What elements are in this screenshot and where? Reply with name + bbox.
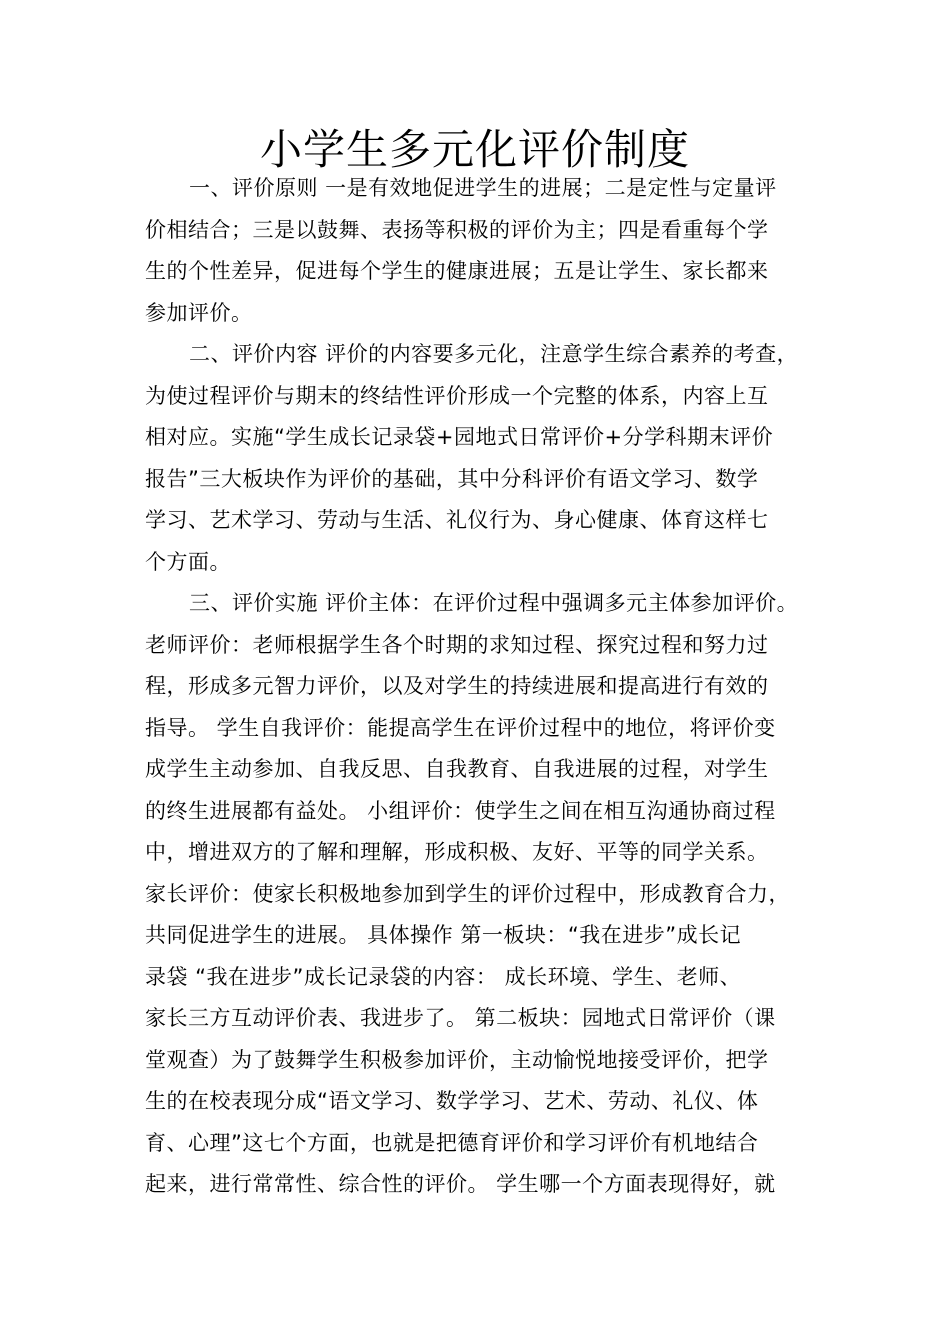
text-line: 学习、艺术学习、劳动与生活、礼仪行为、身心健康、体育这样七 — [145, 508, 769, 532]
text-line: 录袋 “我在进步”成长记录袋的内容： 成长环境、学生、老师、 — [145, 964, 742, 989]
text-line: 相对应。实施“学生成长记录袋+园地式日常评价+分学科期末评价 — [145, 425, 774, 449]
text-line: 育、心理”这七个方面，也就是把德育评价和学习评价有机地结合 — [145, 1130, 759, 1155]
text-line: 起来，进行常常性、综合性的评价。 学生哪一个方面表现得好，就 — [145, 1172, 776, 1196]
text-line: 为使过程评价与期末的终结性评价形成一个完整的体系，内容上互 — [145, 383, 769, 408]
document-body — [145, 168, 825, 1206]
paragraph-evaluation-principles — [145, 168, 825, 334]
text-line: 中，增进双方的了解和理解，形成积极、友好、平等的同学关系。 — [145, 840, 769, 864]
text-line: 一、评价原则 一是有效地促进学生的进展；二是定性与定量评 — [189, 176, 777, 200]
text-line: 的终生进展都有益处。 小组评价：使学生之间在相互沟通协商过程 — [145, 798, 776, 823]
text-line: 二、评价内容 评价的内容要多元化，注意学生综合素养的考查， — [189, 342, 799, 366]
text-line: 堂观查）为了鼓舞学生积极参加评价，主动愉悦地接受评价，把学 — [145, 1047, 769, 1072]
text-line: 指导。 学生自我评价：能提高学生在评价过程中的地位，将评价变 — [145, 715, 776, 740]
text-line: 参加评价。 — [145, 300, 253, 325]
text-line: 家长评价：使家长积极地参加到学生的评价过程中，形成教育合力， — [145, 881, 790, 906]
text-line: 生的个性差异，促进每个学生的健康进展；五是让学生、家长都来 — [145, 259, 769, 283]
text-line: 家长三方互动评价表、我进步了。 第二板块：园地式日常评价（课 — [145, 1006, 776, 1030]
text-line: 三、评价实施 评价主体：在评价过程中强调多元主体参加评价。 — [189, 591, 799, 615]
text-line: 生的在校表现分成“语文学习、数学学习、艺术、劳动、礼仪、体 — [145, 1089, 759, 1113]
text-line: 报告”三大板块作为评价的基础，其中分科评价有语文学习、数学 — [145, 466, 759, 491]
text-line: 成学生主动参加、自我反思、自我教育、自我进展的过程，对学生 — [145, 757, 769, 781]
paragraph-evaluation-content — [145, 334, 825, 583]
text-line: 共同促进学生的进展。 具体操作 第一板块：“我在进步”成长记 — [145, 923, 742, 947]
paragraph-evaluation-implementation — [145, 583, 825, 1206]
text-line: 价相结合；三是以鼓舞、表扬等积极的评价为主；四是看重每个学 — [145, 217, 769, 242]
document-title: 小学生多元化评价制度 — [259, 125, 690, 174]
text-line: 老师评价：老师根据学生各个时期的求知过程、探究过程和努力过 — [145, 632, 769, 657]
text-line: 个方面。 — [145, 549, 231, 574]
text-line: 程，形成多元智力评价，以及对学生的持续进展和提高进行有效的 — [145, 674, 769, 698]
